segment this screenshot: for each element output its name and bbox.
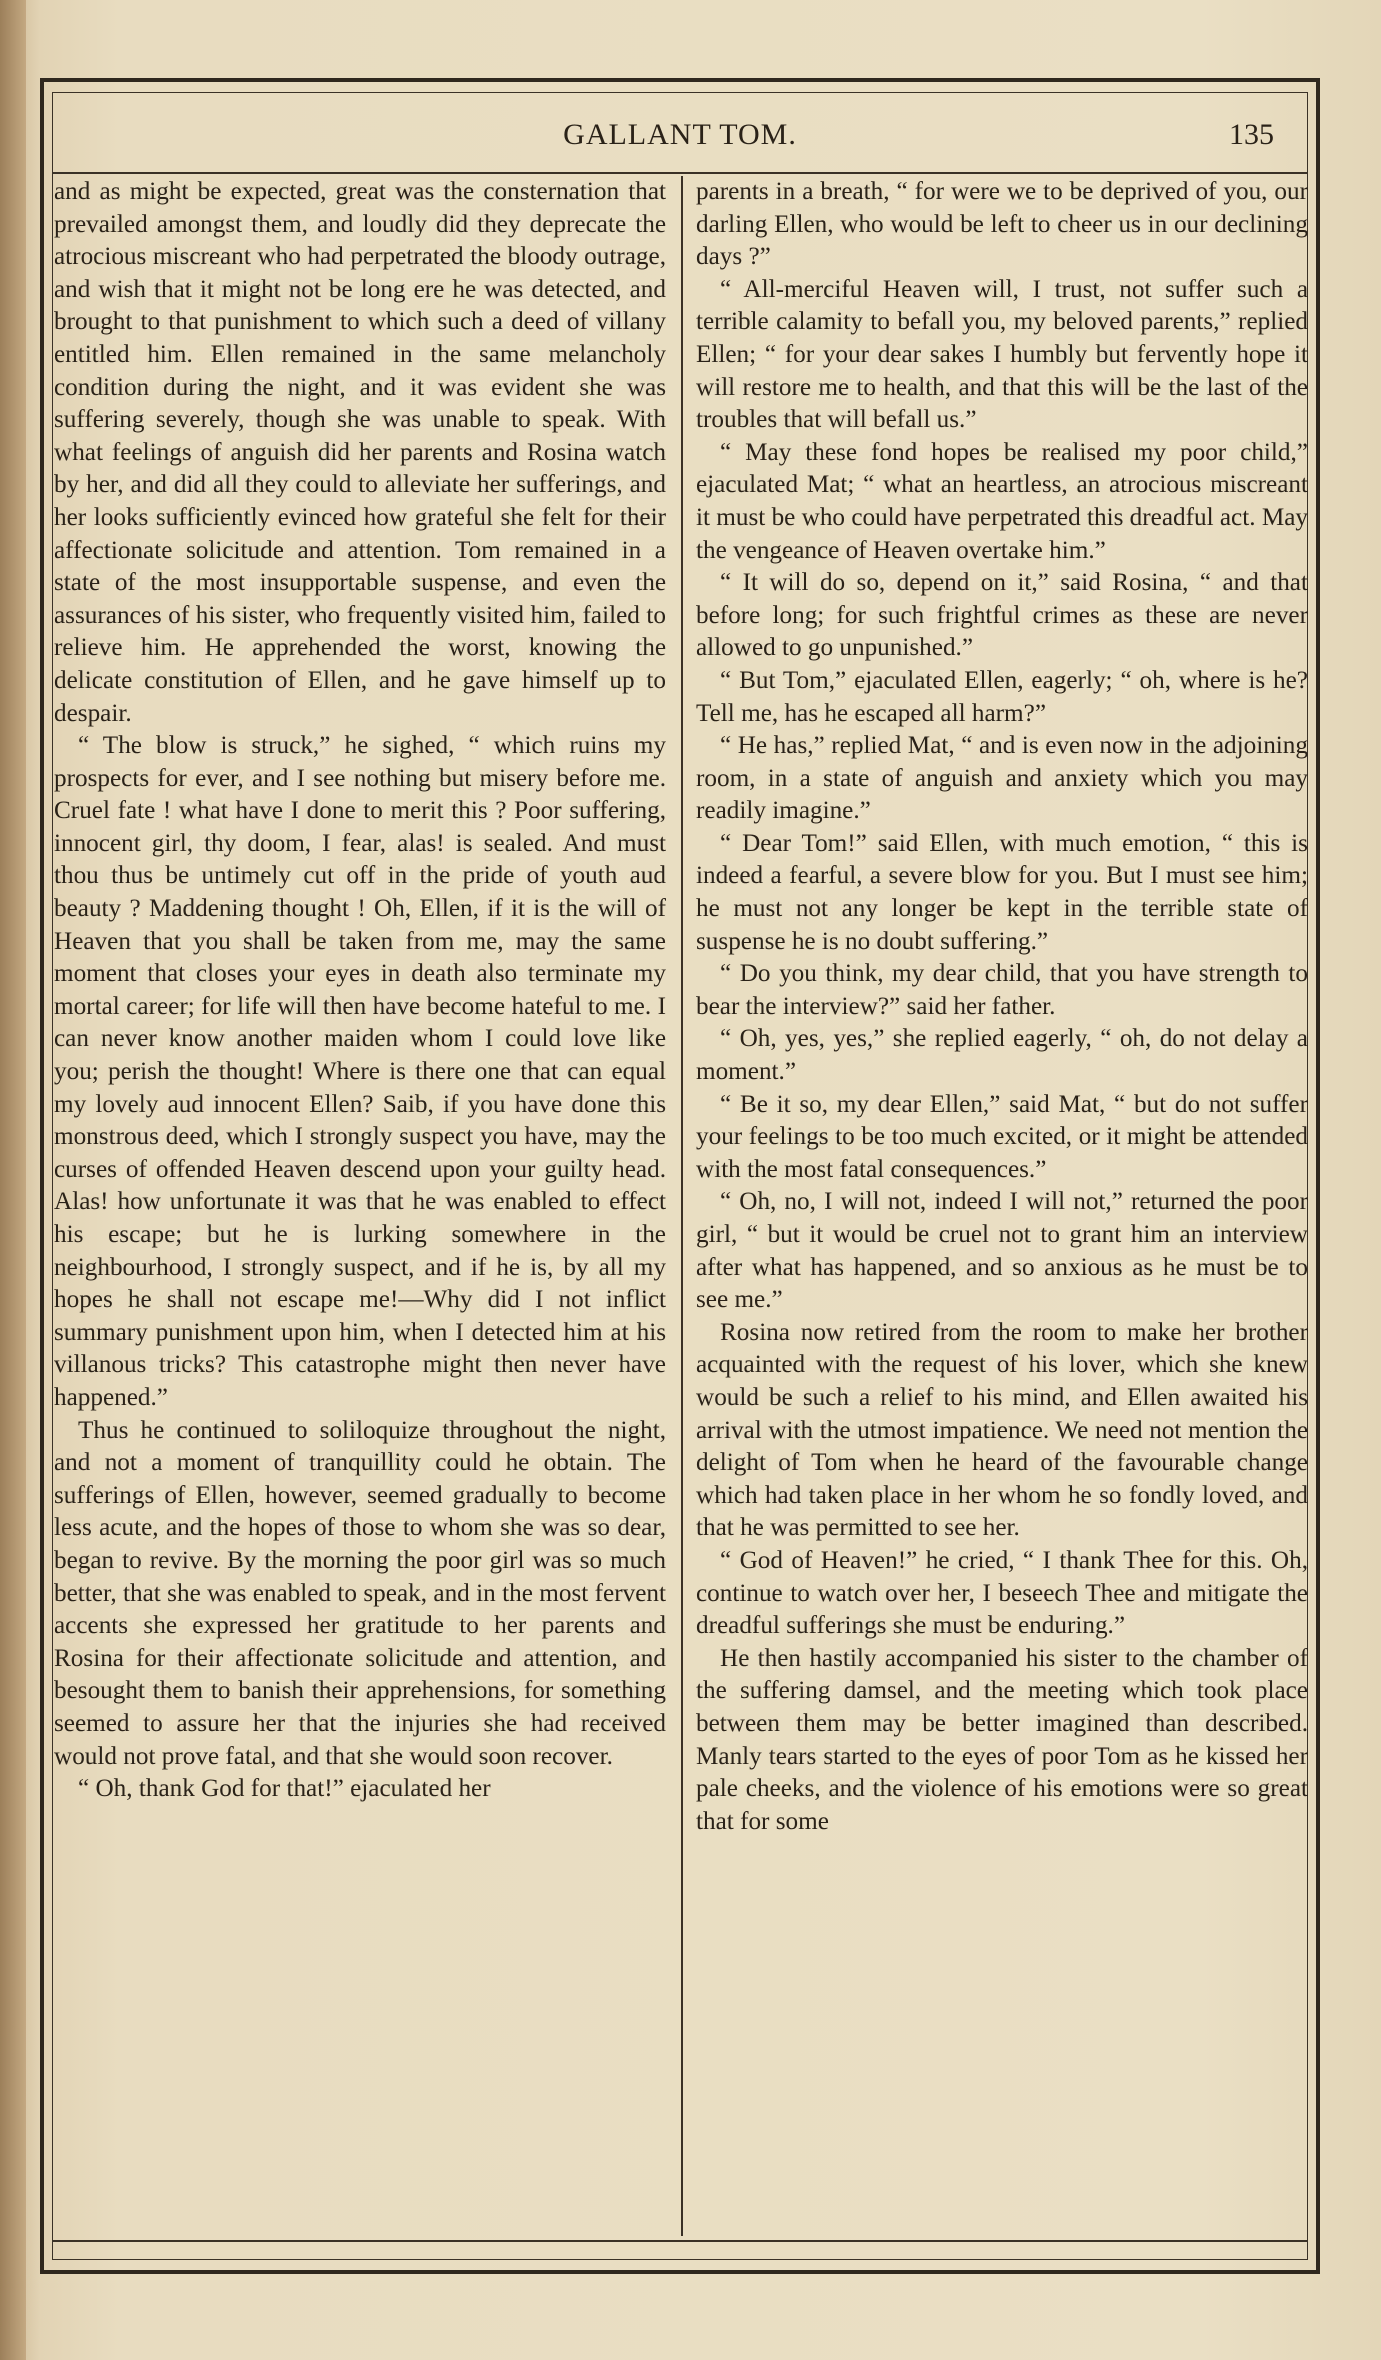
footer-rule <box>52 2240 1308 2242</box>
paragraph: “ Dear Tom!” said Ellen, with much emotion, “ this is indeed a fearful, a severe blow for you. But I must see him; he must not any longer be kept in the terrible state of suspense he is no doubt suffering.” <box>696 829 1308 955</box>
column-divider <box>681 176 683 2236</box>
paragraph: Thus he continued to soliloquize throughout the night, and not a moment of tranquillity could he obtain. The sufferings of Ellen, however, seemed gradually to become less acute, and the hopes of those to whom she was so dear, began to revive. By the morning the poor girl was so much better, that she was enabled to speak, and in the most fervent accents she expressed her gratitude to her parents and Rosina for their affectionate solicitude and attention, and besought them to banish their apprehensions, for something seemed to assure her that the injuries she had received would not prove fatal, and that she would soon recover. <box>54 1416 666 1770</box>
paragraph: “ But Tom,” ejaculated Ellen, eagerly; “ oh, where is he? Tell me, has he escaped all harm?” <box>696 666 1308 727</box>
paragraph: “ God of Heaven!” he cried, “ I thank Thee for this. Oh, continue to watch over her, I beseech Thee and mitigate the dreadful sufferings she must be enduring.” <box>696 1546 1308 1640</box>
paragraph: “ He has,” replied Mat, “ and is even now in the adjoining room, in a state of anguish and anxiety which you may readily imagine.” <box>696 732 1308 825</box>
page-number: 135 <box>1229 118 1274 151</box>
paragraph: “ The blow is struck,” he sighed, “ which ruins my prospects for ever, and I see nothing but misery before me. Cruel fate ! what have I done to merit this ? Poor suffering, innocent girl, thy doom, I fear, alas! is sealed. And must thou thus be untimely cut off in the pride of youth aud beauty ? Maddening thought ! Oh, Ellen, if it is the will of Heaven that you shall be taken from me, may the same moment that closes your eyes in death also terminate my mortal career; for life will then have become hateful to me. I can never know another maiden whom I could love like you; perish the thought! Where is there one that can equal my lovely aud innocent Ellen? Saib, if you have done this monstrous deed, which I strongly suspect you have, may the curses of offended Heaven descend upon your guilty head. Alas! how unfortunate it was that he was enabled to effect his escape; but he is lurking somewhere in the neighbourhood, I strongly suspect, and if he is, by all my hopes he shall not escape me!—Why did I not inflict summary punishment upon him, when I detected him at his villanous tricks? This catastrophe might then never have happened.” <box>54 732 666 1411</box>
paragraph: Rosina now retired from the room to make her brother acquainted with the request of his lover, which she knew would be such a relief to his mind, and Ellen awaited his arrival with the utmost impatience. We need not mention the delight of Tom when he heard of the favourable change which had taken place in her whom he so fondly loved, and that he was permitted to see her. <box>696 1318 1308 1542</box>
right-column <box>696 176 1308 2236</box>
paragraph: “ Do you think, my dear child, that you have strength to bear the interview?” said her father. <box>696 960 1308 1020</box>
page-gutter <box>0 0 26 2360</box>
running-title: GALLANT TOM. <box>563 118 797 151</box>
paragraph: “ Oh, yes, yes,” she replied eagerly, “ oh, do not delay a moment.” <box>696 1025 1308 1086</box>
paragraph: and as might be expected, great was the consternation that prevailed amongst them, and loudly did they deprecate the atrocious miscreant who had perpetrated the bloody outrage, and wish that it might not be long ere he was detected, and brought to that punishment to which such a deed of villany entitled him. Ellen remained in the same melancholy condition during the night, and it was evident she was suffering severely, though she was unable to speak. With what feelings of anguish did her parents and Rosina watch by her, and did all they could to alleviate her sufferings, and her looks sufficiently evinced how grateful she felt for their affectionate solicitude and attention. Tom remained in a state of the most insupportable suspense, and even the assurances of his sister, who frequently visited him, failed to relieve him. He apprehended the worst, knowing the delicate constitution of Ellen, and he gave himself up to despair. <box>54 178 666 727</box>
left-column <box>54 176 666 2236</box>
paragraph: “ Oh, thank God for that!” ejaculated her <box>78 1775 491 1803</box>
paragraph: “ May these fond hopes be realised my poor child,” ejaculated Mat; “ what an heartless, an atrocious miscreant it must be who could have perpetrated this dreadful act. May the vengeance of Heaven overtake him.” <box>696 438 1308 564</box>
running-head <box>52 112 1308 168</box>
paragraph: “ Oh, no, I will not, indeed I will not,” returned the poor girl, “ but it would be cruel not to grant him an interview after what has happened, and so anxious as he must be to see me.” <box>696 1188 1308 1314</box>
paragraph: “ All-merciful Heaven will, I trust, not suffer such a terrible calamity to befall you, my beloved parents,” replied Ellen; “ for your dear sakes I humbly but fervently hope it will restore me to health, and that this will be the last of the troubles that will befall us.” <box>696 275 1308 434</box>
paragraph: “ It will do so, depend on it,” said Rosina, “ and that before long; for such frightful crimes as these are never allowed to go unpunished.” <box>696 569 1308 662</box>
paragraph: parents in a breath, “ for were we to be deprived of you, our darling Ellen, who would be left to cheer us in our declining days ?” <box>696 178 1308 271</box>
paragraph: “ Be it so, my dear Ellen,” said Mat, “ but do not suffer your feelings to be too much excited, or it might be attended with the most fatal consequences.” <box>696 1090 1308 1183</box>
header-rule <box>52 172 1308 174</box>
paragraph: He then hastily accompanied his sister to the chamber of the suffering damsel, and the meeting which took place between them may be better imagined than described. Manly tears started to the eyes of poor Tom as he kissed her pale cheeks, and the violence of his emotions were so great that for some <box>696 1644 1308 1835</box>
